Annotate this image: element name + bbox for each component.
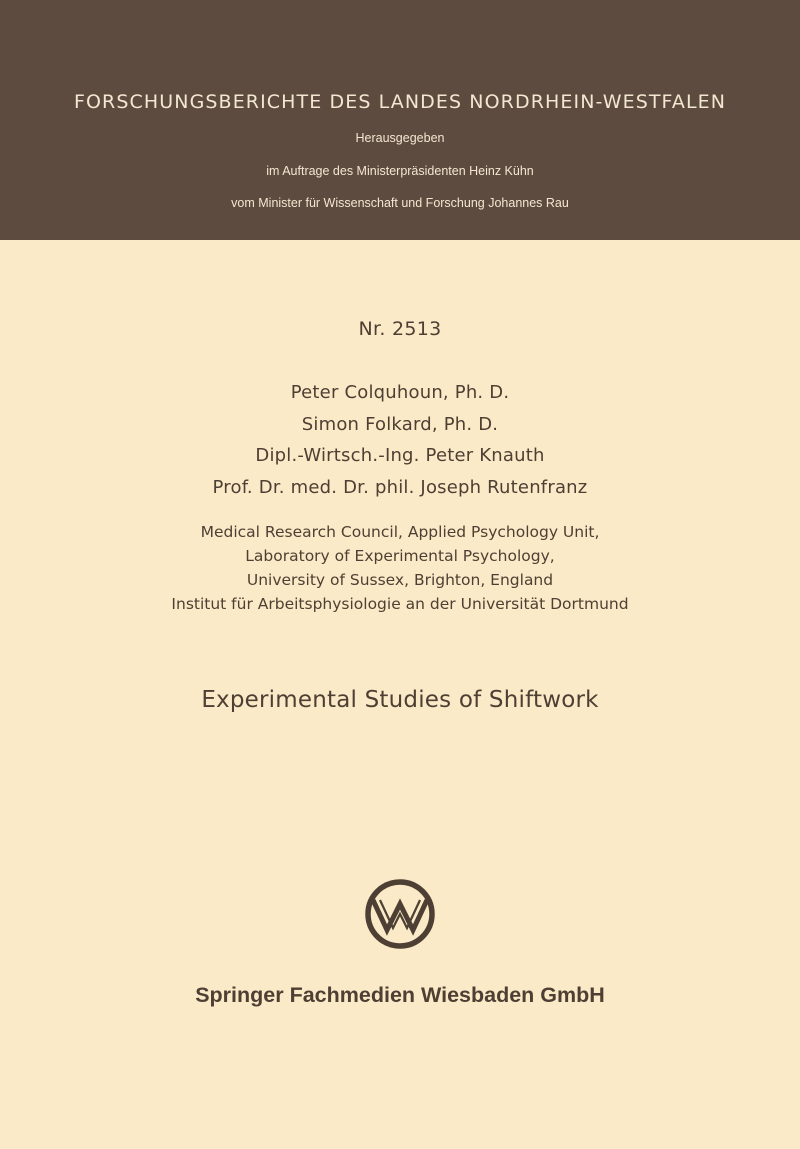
affiliation-line: Medical Research Council, Applied Psychology Unit, bbox=[200, 523, 600, 541]
westdeutscher-verlag-vw-logo-icon bbox=[364, 878, 436, 950]
author-name: Dipl.-Wirtsch.-Ing. Peter Knauth bbox=[255, 445, 545, 466]
author-name: Simon Folkard, Ph. D. bbox=[301, 413, 499, 435]
affiliation-line: Laboratory of Experimental Psychology, bbox=[245, 547, 555, 565]
series-header-band bbox=[0, 0, 800, 240]
affiliation-line: Institut für Arbeitsphysiologie an der Universität Dortmund bbox=[171, 595, 629, 613]
editor-note: Herausgegeben bbox=[355, 131, 445, 145]
publisher-name: Springer Fachmedien Wiesbaden GmbH bbox=[195, 983, 605, 1007]
affiliation-line: University of Sussex, Brighton, England bbox=[246, 571, 554, 589]
commission-note: im Auftrage des Ministerpräsidenten Heinz Kühn bbox=[266, 164, 534, 178]
minister-note: vom Minister für Wissenschaft und Forschung Johannes Rau bbox=[231, 196, 569, 210]
author-name: Prof. Dr. med. Dr. phil. Joseph Rutenfranz bbox=[212, 476, 588, 498]
affiliation-list bbox=[0, 520, 800, 616]
book-title: Experimental Studies of Shiftwork bbox=[201, 687, 599, 713]
author-name: Peter Colquhoun, Ph. D. bbox=[290, 382, 510, 403]
author-list bbox=[0, 377, 800, 503]
report-number: Nr. 2513 bbox=[358, 318, 442, 340]
series-title: FORSCHUNGSBERICHTE DES LANDES NORDRHEIN-WESTFALEN bbox=[73, 91, 727, 113]
